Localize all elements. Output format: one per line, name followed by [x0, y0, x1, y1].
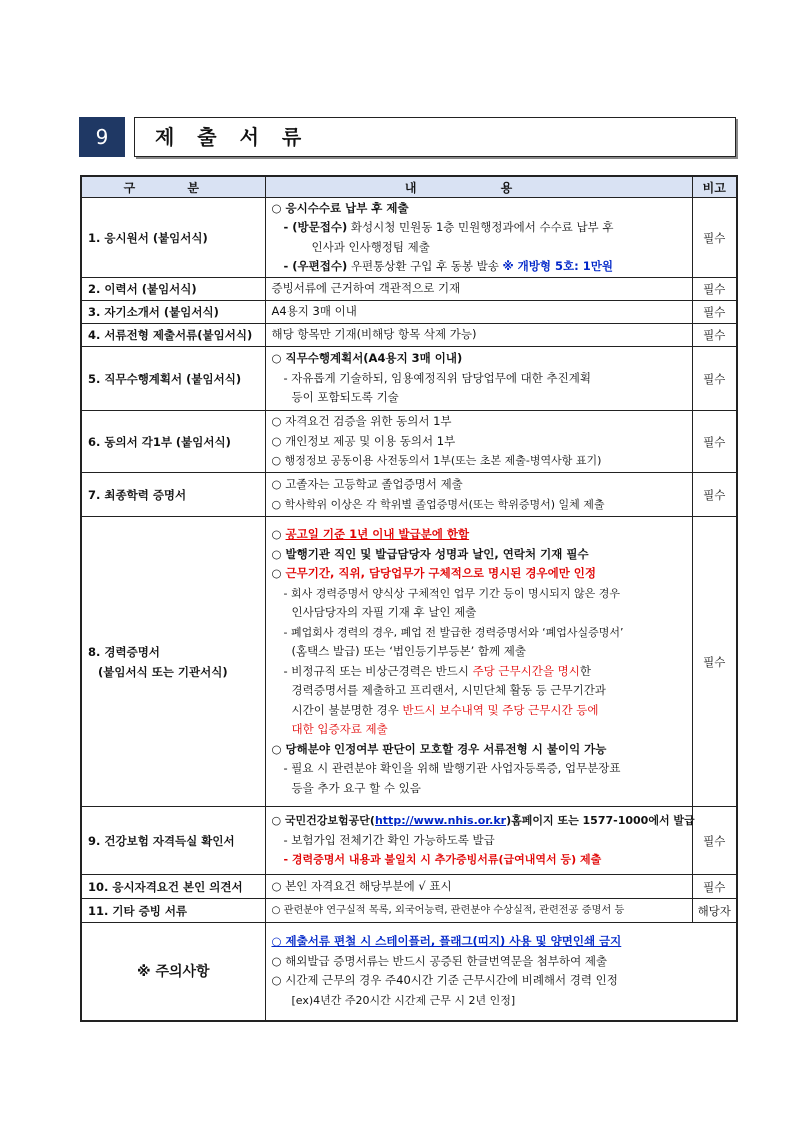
table-row	[81, 411, 737, 473]
row-note: 필수	[692, 411, 737, 473]
content-line: (홈택스 발급) 또는 ‘법인등기부등본’ 함께 제출	[291, 644, 527, 658]
table-row	[81, 473, 737, 517]
row-category: 1. 응시원서 (붙임서식)	[81, 198, 265, 278]
row-note: 필수	[692, 347, 737, 411]
documents-table	[80, 175, 738, 1022]
row-category: 10. 응시자격요건 본인 의견서	[81, 875, 265, 899]
website-link[interactable]: http://www.nhis.or.kr	[374, 814, 507, 828]
header-note: 비고	[692, 176, 737, 198]
row-category: 5. 직무수행계획서 (붙임서식)	[81, 347, 265, 411]
content-text: 화성시청 민원동 1층 민원행정과에서 수수료 납부 후	[347, 220, 614, 234]
content-text: 우편통상환 구입 후 동봉 발송	[347, 259, 503, 273]
bullet: ○	[271, 566, 286, 580]
row-note: 필수	[692, 875, 737, 899]
content-label: - (우편접수)	[283, 259, 348, 273]
section-title-box	[134, 117, 736, 157]
row-category: 3. 자기소개서 (붙임서식)	[81, 301, 265, 324]
content-line: ○ 본인 자격요건 해당부분에 √ 표시	[271, 878, 452, 893]
caution-row	[81, 923, 737, 1021]
caution-line: ○ 시간제 근무의 경우 주40시간 기준 근무시간에 비례해서 경력 인정	[271, 973, 618, 988]
content-line: A4용지 3매 이내	[271, 304, 357, 319]
row-note: 필수	[692, 473, 737, 517]
row-note: 해당자	[692, 899, 737, 923]
section-number: 9	[79, 117, 125, 157]
section-header	[79, 117, 735, 157]
content-text: 시간이 불분명한 경우	[291, 702, 403, 717]
content-line: - 회사 경력증명서 양식상 구체적인 업무 기간 등이 명시되지 않은 경우	[283, 586, 620, 600]
header-content: 내 용	[265, 176, 692, 198]
caution-line: ○ 해외발급 증명서류는 반드시 공증된 한글번역문을 첨부하여 제출	[271, 953, 608, 968]
header-category: 구 분	[81, 176, 265, 198]
content-highlight: 근무기간, 직위, 담당업무가 구체적으로 명시된 경우에만 인정	[285, 566, 597, 580]
content-line: 인사담당자의 자필 기재 후 날인 제출	[291, 605, 477, 619]
row-category: 7. 최종학력 증명서	[81, 473, 265, 517]
content-line: 대한 입증자료 제출	[291, 722, 388, 736]
content-line: ○ 고졸자는 고등학교 졸업증명서 제출	[271, 477, 463, 491]
content-line: - 폐업회사 경력의 경우, 폐업 전 발급한 경력증명서와 ‘폐업사실증명서’	[283, 625, 624, 639]
content-text: ○ 국민건강보험공단(	[271, 814, 375, 828]
content-line: ○ 응시수수료 납부 후 제출	[271, 200, 409, 215]
content-line: ○ 발행기관 직인 및 발급담당자 성명과 날인, 연락처 기재 필수	[271, 546, 589, 561]
content-line: 해당 항목만 기재(비해당 항목 삭제 가능)	[271, 327, 477, 342]
row-category: 6. 동의서 각1부 (붙임서식)	[81, 411, 265, 473]
content-line: - 경력증명서 내용과 불일치 시 추가증빙서류(급여내역서 등) 제출	[283, 853, 602, 867]
table-header-row	[81, 176, 737, 198]
content-highlight: 반드시 보수내역 및 주당 근무시간 등에	[402, 702, 599, 717]
table-row	[81, 517, 737, 807]
table-row	[81, 807, 737, 875]
content-line: - 자유롭게 기술하되, 임용예정직위 담당업무에 대한 추진계획	[283, 370, 591, 385]
table-row	[81, 278, 737, 301]
content-line: 등을 추가 요구 할 수 있음	[291, 780, 421, 795]
content-line: 증빙서류에 근거하여 객관적으로 기재	[271, 281, 461, 296]
row-category-line: (붙임서식 또는 기관서식)	[98, 664, 228, 679]
content-highlight: 주당 근무시간을 명시	[472, 663, 580, 678]
content-text: - 비정규직 또는 비상근경력은 반드시	[283, 663, 473, 678]
caution-title: ※ 주의사항	[81, 923, 265, 1021]
row-category	[81, 517, 265, 807]
table-row	[81, 301, 737, 324]
row-category-line: 8. 경력증명서	[88, 644, 160, 659]
content-line: ○ 학사학위 이상은 각 학위별 졸업증명서(또는 학위증명서) 일체 제출	[271, 497, 605, 511]
table-row	[81, 875, 737, 899]
row-note: 필수	[692, 517, 737, 807]
content-line: ○ 당해분야 인정여부 판단이 모호할 경우 서류전형 시 불이익 가능	[271, 741, 607, 756]
content-text: 한	[579, 663, 591, 678]
caution-line: ○ 제출서류 편철 시 스테이플러, 플래그(띠지) 사용 및 양면인쇄 금지	[271, 934, 622, 949]
row-content	[265, 198, 692, 278]
content-line: ○ 직무수행계획서(A4용지 3매 이내)	[271, 351, 463, 366]
row-category: 4. 서류전형 제출서류(붙임서식)	[81, 324, 265, 347]
table-row	[81, 347, 737, 411]
row-category: 9. 건강보험 자격득실 확인서	[81, 807, 265, 875]
row-note: 필수	[692, 198, 737, 278]
content-line: ○ 행정정보 공동이용 사전동의서 1부(또는 초본 제출-병역사항 표기)	[271, 454, 602, 468]
table-row	[81, 198, 737, 278]
row-category: 2. 이력서 (붙임서식)	[81, 278, 265, 301]
content-text: )홈페이지 또는 1577-1000에서 발급	[506, 814, 695, 828]
row-category: 11. 기타 증빙 서류	[81, 899, 265, 923]
caution-line: [ex)4년간 주20시간 시간제 근무 시 2년 인정]	[291, 993, 516, 1007]
table-row	[81, 324, 737, 347]
content-line: - 보험가입 전체기간 확인 가능하도록 발급	[283, 832, 495, 847]
content-highlight: ※ 개방형 5호: 1만원	[502, 259, 613, 273]
row-note: 필수	[692, 301, 737, 324]
content-line: ○ 개인정보 제공 및 이용 동의서 1부	[271, 433, 456, 448]
section-title: 제 출 서 류	[155, 125, 310, 149]
content-label: - (방문접수)	[283, 220, 348, 234]
row-note: 필수	[692, 807, 737, 875]
content-line: ○ 관련분야 연구실적 목록, 외국어능력, 관련분야 수상실적, 관련전공 증명서 등	[271, 904, 625, 916]
row-note: 필수	[692, 324, 737, 347]
content-line: ○ 자격요건 검증을 위한 동의서 1부	[271, 414, 452, 429]
content-line: - 필요 시 관련분야 확인을 위해 발행기관 사업자등록증, 업무분장표	[283, 761, 621, 775]
content-highlight: 공고일 기준 1년 이내 발급분에 한함	[285, 527, 470, 541]
table-row	[81, 899, 737, 923]
content-line: 경력증명서를 제출하고 프리랜서, 시민단체 활동 등 근무기간과	[291, 683, 606, 697]
content-line: 등이 포함되도록 기술	[291, 390, 399, 405]
row-note: 필수	[692, 278, 737, 301]
content-line: 인사과 인사행정팀 제출	[311, 239, 430, 254]
bullet: ○	[271, 527, 286, 541]
